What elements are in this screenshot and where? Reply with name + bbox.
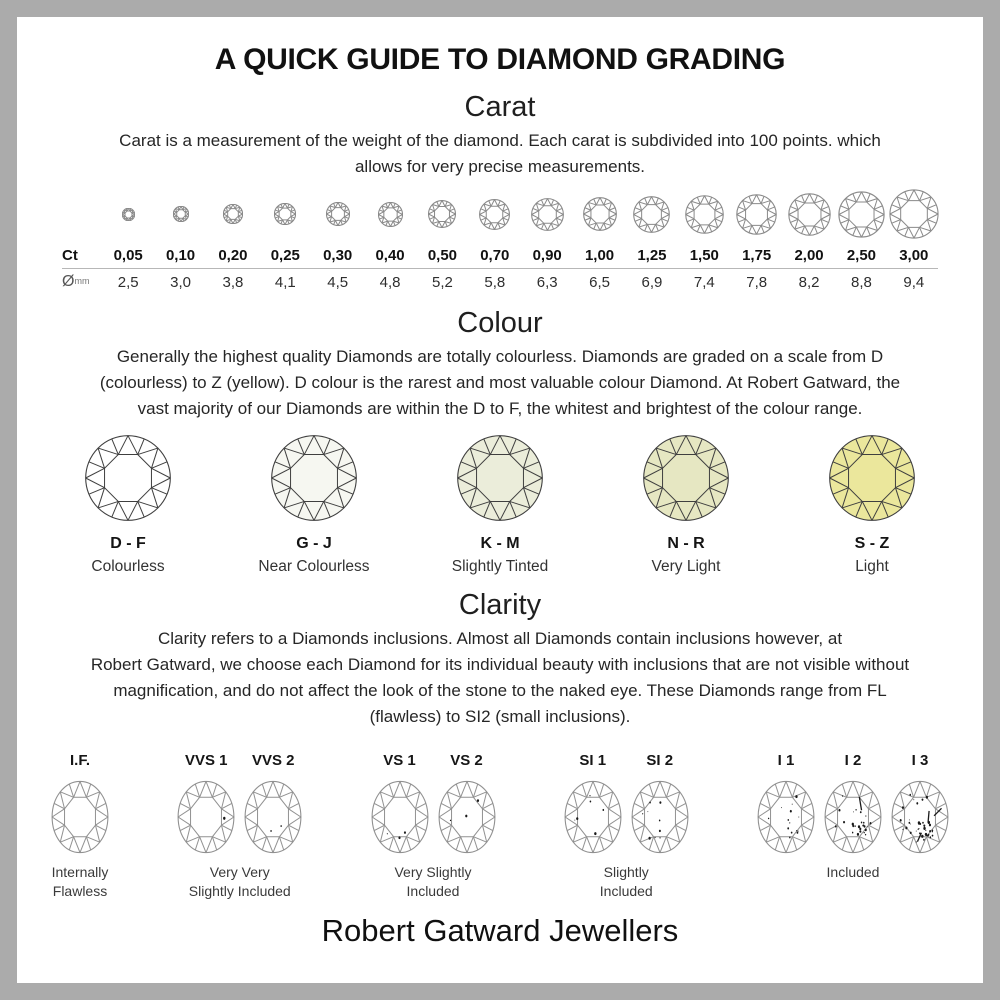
diameter-value: 4,5: [327, 273, 349, 291]
clarity-group: [177, 752, 302, 901]
carat-value: 1,25: [637, 246, 667, 264]
clarity-stone: [244, 752, 302, 854]
diamond-icon: [364, 202, 416, 227]
carat-stone: [626, 196, 678, 233]
diamond-icon: [177, 780, 235, 854]
diameter-value: 6,3: [536, 273, 558, 291]
colour-range-label: G - J: [296, 535, 332, 552]
carat-size-chart: [60, 186, 940, 295]
page-title: A QUICK GUIDE TO DIAMOND GRADING: [214, 43, 786, 76]
diamond-icon: [828, 434, 916, 522]
carat-value: 1,50: [689, 246, 719, 264]
diamond-icon: [84, 434, 172, 522]
diamond-icon: [835, 191, 887, 238]
clarity-group: [371, 752, 496, 901]
diamond-icon: [469, 199, 521, 230]
diamond-icon: [312, 202, 364, 226]
colour-range-description: Near Colourless: [258, 558, 370, 575]
diamond-icon: [631, 780, 689, 854]
diamond-icon: [757, 780, 815, 854]
diameter-value: 7,4: [693, 273, 715, 291]
diameter-value: 8,8: [851, 273, 872, 291]
colour-range-description: Light: [855, 558, 889, 575]
clarity-stone: [371, 752, 429, 854]
clarity-group-description: [394, 863, 471, 901]
colour-grade: [35, 434, 221, 576]
carat-value: 0,30: [323, 246, 353, 264]
diamond-icon: [102, 208, 154, 221]
clarity-stone: [177, 752, 235, 854]
diameter-value: 4,8: [379, 273, 401, 291]
text-line: Flawless: [52, 883, 108, 899]
diameter-value: 2,5: [117, 273, 139, 291]
clarity-group-description: [827, 863, 880, 882]
carat-value: 0,40: [375, 246, 405, 264]
clarity-stones: [564, 752, 689, 854]
text-line: Internally: [51, 864, 109, 880]
clarity-stones: [371, 752, 496, 854]
text-line: Included: [406, 883, 460, 899]
diamond-icon: [207, 204, 259, 224]
clarity-heading: Clarity: [458, 589, 542, 621]
carat-value: 2,50: [846, 246, 877, 264]
carat-value: 2,00: [794, 246, 824, 264]
diamond-icon: [626, 196, 678, 233]
diamond-icon: [783, 193, 835, 236]
clarity-grade-label: SI 2: [646, 752, 674, 769]
colour-range-label: N - R: [667, 535, 705, 552]
carat-stone: [783, 193, 835, 236]
diamond-icon: [438, 780, 496, 854]
carat-value: 0,10: [165, 246, 196, 264]
text-line: Carat is a measurement of the weight of the diamond. Each carat is subdivided into 100 points. which: [119, 131, 881, 150]
carat-value: 3,00: [899, 246, 929, 264]
clarity-stone: [757, 752, 815, 854]
diamond-icon: [888, 189, 940, 239]
clarity-grade-label: I.F.: [69, 752, 90, 769]
text-line: (flawless) to SI2 (small inclusions).: [369, 707, 631, 726]
colour-heading: Colour: [457, 307, 543, 339]
colour-range-label: K - M: [480, 535, 520, 552]
diameter-value: 9,4: [903, 273, 925, 291]
diameter-value: 3,8: [222, 273, 244, 291]
brand-footer: Robert Gatward Jewellers: [321, 913, 679, 948]
clarity-grade-label: SI 1: [579, 752, 607, 769]
clarity-group-description: [600, 863, 653, 901]
diamond-icon: [573, 197, 625, 231]
clarity-stone: [438, 752, 496, 854]
clarity-stone: [631, 752, 689, 854]
carat-value: 0,70: [480, 246, 510, 264]
diameter-row-label: [60, 273, 102, 291]
clarity-grade-label: VVS 1: [184, 752, 228, 769]
clarity-group: [757, 752, 949, 882]
diameter-unit: mm: [74, 276, 90, 286]
text-line: Included: [826, 864, 880, 880]
clarity-stone: [824, 752, 882, 854]
diameter-value: 7,8: [746, 273, 768, 291]
carat-value: 0,50: [427, 246, 458, 264]
clarity-grade-label: I 1: [777, 752, 795, 769]
infographic-card: [17, 17, 983, 983]
diamond-icon: [416, 200, 468, 228]
clarity-group: [51, 752, 109, 901]
text-line: allows for very precise measurements.: [354, 157, 646, 176]
clarity-group: [564, 752, 689, 901]
carat-stone: [521, 198, 573, 231]
diameter-value: 8,2: [798, 273, 820, 291]
text-line: Very Slightly: [394, 864, 472, 880]
diamond-icon: [259, 203, 311, 225]
carat-stone: [364, 202, 416, 227]
diamond-icon: [154, 206, 206, 222]
diamond-icon: [456, 434, 544, 522]
text-line: Generally the highest quality Diamonds are totally colourless. Diamonds are graded on a scale from D: [116, 347, 884, 366]
diamond-icon: [678, 195, 730, 234]
diameter-value: 4,1: [274, 273, 296, 291]
carat-value: 0,90: [532, 246, 562, 264]
diameter-value: 5,2: [432, 273, 453, 291]
carat-value: 0,20: [218, 246, 248, 264]
carat-value: 0,05: [113, 246, 143, 264]
carat-stone: [259, 203, 311, 225]
diameter-value: 5,8: [484, 273, 506, 291]
diameter-value: 3,0: [170, 273, 191, 291]
diameter-value: 6,5: [589, 273, 610, 291]
diamond-icon: [642, 434, 730, 522]
colour-range-description: Very Light: [651, 558, 721, 575]
colour-range-description: Slightly Tinted: [451, 558, 549, 575]
diamond-icon: [371, 780, 429, 854]
carat-heading: Carat: [464, 91, 536, 123]
colour-range-label: D - F: [110, 535, 146, 552]
clarity-stones: [757, 752, 949, 854]
text-line: Slightly Included: [188, 883, 291, 899]
text-line: Robert Gatward, we choose each Diamond for its individual beauty with inclusions that are not visible without: [90, 655, 910, 674]
clarity-stone: [51, 752, 109, 854]
carat-stone: [469, 199, 521, 230]
text-line: Slightly: [603, 864, 649, 880]
colour-grade-row: [35, 434, 965, 576]
carat-stone: [154, 206, 206, 222]
text-line: magnification, and do not affect the look of the stone to the naked eye. These Diamonds range from FL: [113, 681, 887, 700]
clarity-stone: [564, 752, 622, 854]
diamond-icon: [244, 780, 302, 854]
diamond-icon: [51, 780, 109, 854]
clarity-group-description: [189, 863, 291, 901]
colour-range-description: Colourless: [91, 558, 165, 575]
carat-stone: [731, 194, 783, 235]
colour-grade: [779, 434, 965, 576]
diamond-icon: [824, 780, 882, 854]
diamond-icon: [891, 780, 949, 854]
text-line: Clarity refers to a Diamonds inclusions. Almost all Diamonds contain inclusions however, at: [157, 629, 843, 648]
text-line: vast majority of our Diamonds are within the D to F, the whitest and brightest of the colour range.: [137, 399, 863, 418]
colour-range-label: S - Z: [854, 535, 890, 552]
clarity-grade-label: VVS 2: [251, 752, 295, 769]
diameter-symbol: Ø: [62, 273, 75, 290]
text-line: Very Very: [209, 864, 270, 880]
clarity-stone: [891, 752, 949, 854]
carat-stone: [207, 204, 259, 224]
text-line: (colourless) to Z (yellow). D colour is the rarest and most valuable colour Diamond. At Robert Gatward, the: [99, 373, 901, 392]
carat-value-row: [60, 242, 940, 268]
diameter-value-row: [60, 269, 940, 295]
clarity-stones: [51, 752, 109, 854]
carat-diamond-row: [60, 186, 940, 242]
carat-description: [35, 128, 965, 180]
carat-value: 0,25: [270, 246, 300, 264]
clarity-grade-row: [51, 752, 949, 901]
clarity-group-description: [52, 863, 109, 901]
carat-stone: [573, 197, 625, 231]
clarity-grade-label: VS 1: [383, 752, 416, 769]
colour-grade: [407, 434, 593, 576]
colour-grade: [221, 434, 407, 576]
clarity-description: [35, 626, 965, 730]
clarity-stones: [177, 752, 302, 854]
carat-row-label: Ct: [62, 246, 78, 264]
diamond-icon: [270, 434, 358, 522]
carat-value: 1,75: [742, 246, 772, 264]
diamond-icon: [564, 780, 622, 854]
diamond-icon: [731, 194, 783, 235]
clarity-grade-label: I 3: [911, 752, 929, 769]
carat-value: 1,00: [584, 246, 615, 264]
colour-description: [35, 344, 965, 422]
clarity-grade-label: VS 2: [450, 752, 483, 769]
colour-grade: [593, 434, 779, 576]
diamond-icon: [521, 198, 573, 231]
text-line: Included: [599, 883, 653, 899]
diameter-value: 6,9: [641, 273, 663, 291]
carat-stone: [416, 200, 468, 228]
carat-stone: [888, 189, 940, 239]
clarity-grade-label: I 2: [844, 752, 862, 769]
carat-stone: [102, 208, 154, 221]
carat-stone: [312, 202, 364, 226]
carat-stone: [835, 191, 887, 238]
carat-stone: [678, 195, 730, 234]
